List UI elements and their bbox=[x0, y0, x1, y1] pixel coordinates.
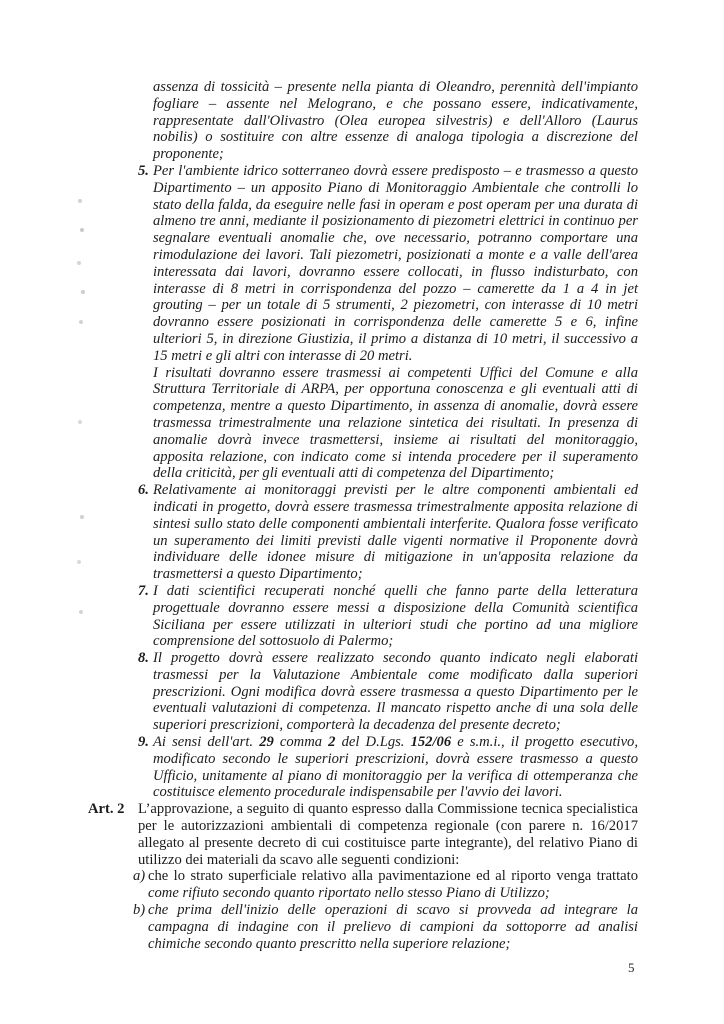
paragraph-text: Ai sensi dell'art. 29 comma 2 del D.Lgs. 152/06 e s.m.i., il progetto esecutivo, modificato secondo le superiori prescrizioni, dovrà essere trasmesso a questo Ufficio, unitamente al piano di monitoraggio per la verifica di ottemperanza che costituisce elemento procedurale indispensabile per l'avvio dei lavori. bbox=[153, 734, 638, 801]
paragraph-text: che prima dell'inizio delle operazioni di scavo si provveda ad integrare la campagna di indagine con il prelievo di campioni da sottoporre ad analisi chimiche secondo quanto prescritto nella superiore relazione; bbox=[148, 902, 638, 952]
paragraph-text: Relativamente ai monitoraggi previsti per le altre componenti ambientali ed indicati in progetto, dovrà essere trasmessa trimestralmente apposita relazione di sintesi sullo stato delle componenti ambientali interferite. Qualora fosse verificato un superamento dei limiti previsti dalle vigenti normative il Proponente dovrà individuare delle idonee misure di mitigazione in un'apposita relazione da trasmettersi a questo Dipartimento; bbox=[153, 482, 638, 583]
list-marker: 9. bbox=[138, 734, 149, 751]
document-body bbox=[88, 79, 638, 952]
list-marker: b) bbox=[133, 902, 146, 919]
paragraph-text: che lo strato superficiale relativo alla pavimentazione ed al riporto venga trattato come rifiuto secondo quanto riportato nello stesso Piano di Utilizzo; bbox=[148, 868, 638, 902]
page-number: 5 bbox=[628, 960, 635, 975]
hang-paragraph bbox=[88, 79, 638, 163]
numbered-item bbox=[88, 650, 638, 734]
list-marker: a) bbox=[133, 868, 146, 885]
paragraph-text: L’approvazione, a seguito di quanto espresso dalla Commissione tecnica specialistica per le autorizzazioni ambientali di competenza regionale (con parere n. 16/2017 allegato al presente decreto di cui costituisce parte integrante), del relativo Piano di utilizzo dei materiali da scavo alle seguenti condizioni: bbox=[138, 801, 638, 868]
paragraph-text: Il progetto dovrà essere realizzato secondo quanto indicato negli elaborati trasmessi per la Valutazione Ambientale come modificato dalla superiori prescrizioni. Ogni modifica dovrà essere trasmessa a questo Dipartimento per le eventuali valutazioni di competenza. Il mancato rispetto anche di una sola delle superiori prescrizioni, comporterà la decadenza del presente decreto; bbox=[153, 650, 638, 734]
paragraph-text: I risultati dovranno essere trasmessi ai competenti Uffici del Comune e alla Struttura Territoriale di ARPA, per opportuna conoscenza e gli eventuali atti di competenza, mentre a questo Dipartimento, in assenza di anomalie, dovrà essere trasmessa trimestralmente una relazione sintetica dei risultati. In presenza di anomalie dovrà invece trasmettersi, insieme ai risultati del monitoraggio, apposita relazione, con indicato come si intenda procedere per il superamento della criticità, per gli eventuali atti di competenza del Dipartimento; bbox=[153, 364, 638, 482]
numbered-item bbox=[88, 734, 638, 801]
scan-speckles bbox=[0, 0, 2, 2]
paragraph-text: assenza di tossicità – presente nella pianta di Oleandro, perennità dell'impianto fogliare – assente nel Melograno, e che possano essere, indicativamente, rappresentate dall'Olivastro (Olea europea silvestris) e dell'Alloro (Laurus nobilis) o sostituire con altre essenze di analoga tipologia a discrezione del proponente; bbox=[153, 79, 638, 163]
list-marker: 5. bbox=[138, 162, 149, 179]
letter-item bbox=[88, 868, 638, 902]
numbered-item bbox=[88, 482, 638, 583]
letter-item bbox=[88, 902, 638, 952]
list-marker: 8. bbox=[138, 650, 149, 667]
item-continuation bbox=[88, 365, 638, 483]
list-marker: 6. bbox=[138, 482, 149, 499]
paragraph-text: I dati scientifici recuperati nonché quelli che fanno parte della letteratura progettuale dovranno essere messi a disposizione della Comunità scientifica Siciliana per essere utilizzati in ulteriori studi che portino ad una migliore comprensione del sottosuolo di Palermo; bbox=[153, 582, 638, 650]
numbered-item bbox=[88, 163, 638, 365]
article bbox=[88, 801, 638, 868]
numbered-item bbox=[88, 583, 638, 650]
paragraph-text: Per l'ambiente idrico sotterraneo dovrà essere predisposto – e trasmesso a questo Dipartimento – un apposito Piano di Monitoraggio Ambientale che controlli lo stato della falda, da eseguire nelle fasi in operam e post operam per una durata di almeno tre anni, mediante il posizionamento di piezometri elettrici in continuo per segnalare eventuali anomalie che, ove necessario, potranno comportare una rimodulazione dei lavori. Tali piezometri, posizionati a monte e a valle dell'area interessata dai lavori, dovranno essere collocati, in flusso indisturbato, con interasse di 8 metri in corrispondenza del pozzo – camerette da 1 a 4 in jet grouting – per un totale di 5 strumenti, 2 piezometri, con interasse di 10 metri dovranno essere posizionati in corrispondenza delle camerette 5 e 6, infine ulteriori 5, in direzione Giustizia, il primo a distanza di 10 metri, il successivo a 15 metri e gli altri con interasse di 20 metri. bbox=[153, 162, 638, 364]
article-label: Art. 2 bbox=[88, 801, 125, 818]
list-marker: 7. bbox=[138, 582, 149, 599]
